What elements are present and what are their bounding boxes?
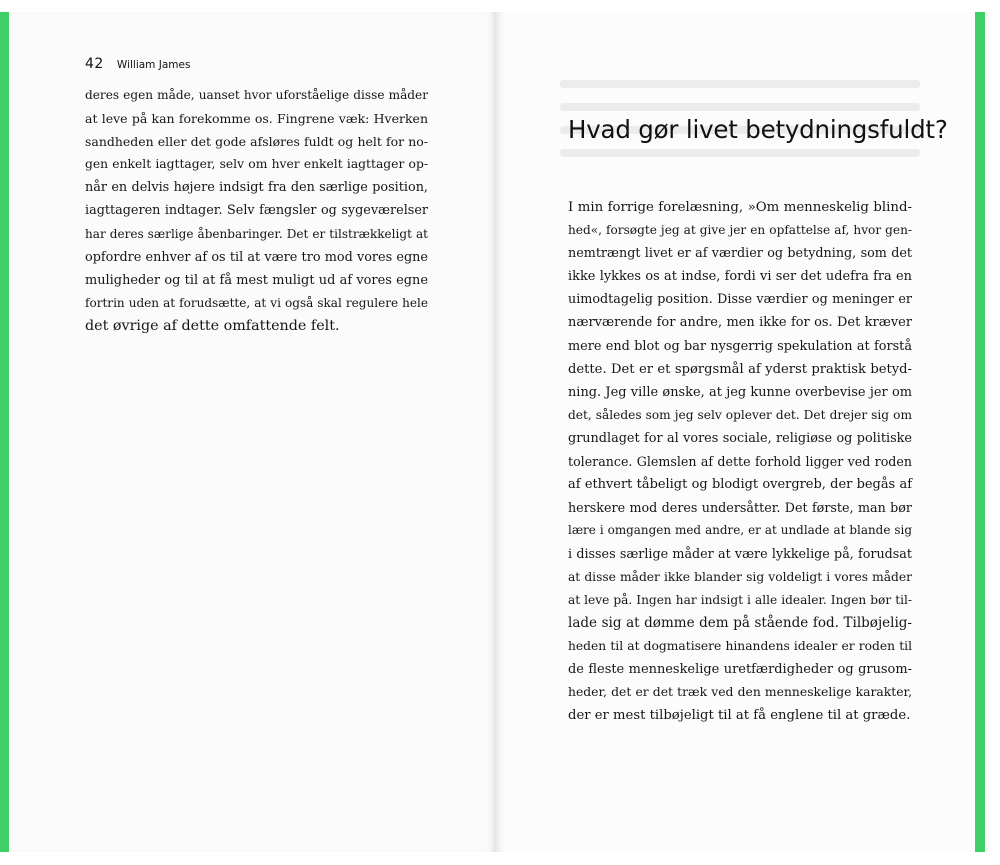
page-edge-left [0, 12, 9, 852]
text-line: der er mest tilbøjeligt til at få englene til at græde. [568, 708, 911, 724]
text-line: det øvrige af dette omfattende felt. [85, 317, 340, 334]
page-edge-right [975, 12, 985, 852]
page-number: 42 [85, 56, 104, 72]
text-line: når en delvis højere indsigt fra den særlige position, [85, 180, 428, 196]
text-line: det, således som jeg selv oplever det. Det drejer sig om [568, 407, 912, 422]
text-line: lade sig at dømme dem på stående fod. Tilbøjelig- [568, 614, 912, 631]
chapter-title: Hvad gør livet betydningsfuldt? [568, 115, 948, 144]
text-line: opfordre enhver af os til at være tro mod vores egne [85, 249, 428, 265]
text-line: i disses særlige måder at være lykkelige på, forudsat [568, 546, 912, 562]
text-line: at disse måder ikke blander sig voldeligt i vores måder [568, 569, 912, 584]
text-line: nærværende for andre, men ikke for os. Det kræver [568, 315, 912, 331]
text-line: heden til at dogmatisere hinandens idealer er roden til [568, 638, 912, 653]
text-line: at leve på. Ingen har indsigt i alle idealer. Ingen bør til- [568, 592, 912, 607]
text-line: de fleste menneskelige uretfærdigheder og grusom- [568, 661, 912, 677]
text-line: grundlaget for al vores sociale, religiøse og politiske [568, 430, 912, 446]
running-head [85, 53, 190, 72]
text-line: heder, det er det træk ved den menneskelige karakter, [568, 684, 912, 699]
text-line: nemtrængt livet er af værdier og betydning, som det [568, 246, 912, 262]
text-line: ning. Jeg ville ønske, at jeg kunne overbevise jer om [568, 384, 912, 400]
text-line: deres egen måde, uanset hvor uforståelige disse måder [85, 88, 428, 102]
text-line: uimodtagelig position. Disse værdier og meninger er [568, 292, 912, 308]
text-line: sandheden eller det gode afsløres fuldt og helt for no- [85, 134, 428, 150]
text-line: hed«, forsøgte jeg at give jer en opfattelse af, hvor gen- [568, 223, 912, 238]
text-line: gen enkelt iagttager, selv om hver enkelt iagttager op- [85, 157, 428, 172]
text-line: iagttageren indtager. Selv fængsler og sygeværelser [85, 203, 428, 219]
text-line: har deres særlige åbenbaringer. Det er tilstrækkeligt at [85, 226, 428, 241]
text-line: mere end blot og bar nysgerrig spekulation at forstå [568, 338, 912, 354]
right-body-text [568, 196, 912, 727]
text-line: muligheder og til at få mest muligt ud af vores egne [85, 272, 428, 288]
text-line: herskere mod deres undersåtter. Det første, man bør [568, 500, 912, 516]
text-line: tolerance. Glemslen af dette forhold ligger ved roden [568, 454, 912, 470]
text-line: af ethvert tåbeligt og blodigt overgreb, der begås af [568, 477, 912, 493]
running-author: William James [116, 59, 191, 71]
left-body-text [85, 84, 428, 338]
text-line: dette. Det er et spørgsmål af yderst praktisk betyd- [568, 361, 912, 377]
text-line: at leve på kan forekomme os. Fingrene væk: Hverken [85, 111, 428, 127]
text-line: fortrin uden at forudsætte, at vi også skal regulere hele [85, 295, 428, 310]
book-gutter [494, 12, 499, 852]
text-line: I min forrige forelæsning, »Om menneskelig blind- [568, 200, 912, 215]
text-line: ikke lykkes os at indse, fordi vi ser det udefra fra en [568, 269, 912, 285]
text-line: lære i omgangen med andre, er at undlade at blande sig [568, 523, 912, 538]
